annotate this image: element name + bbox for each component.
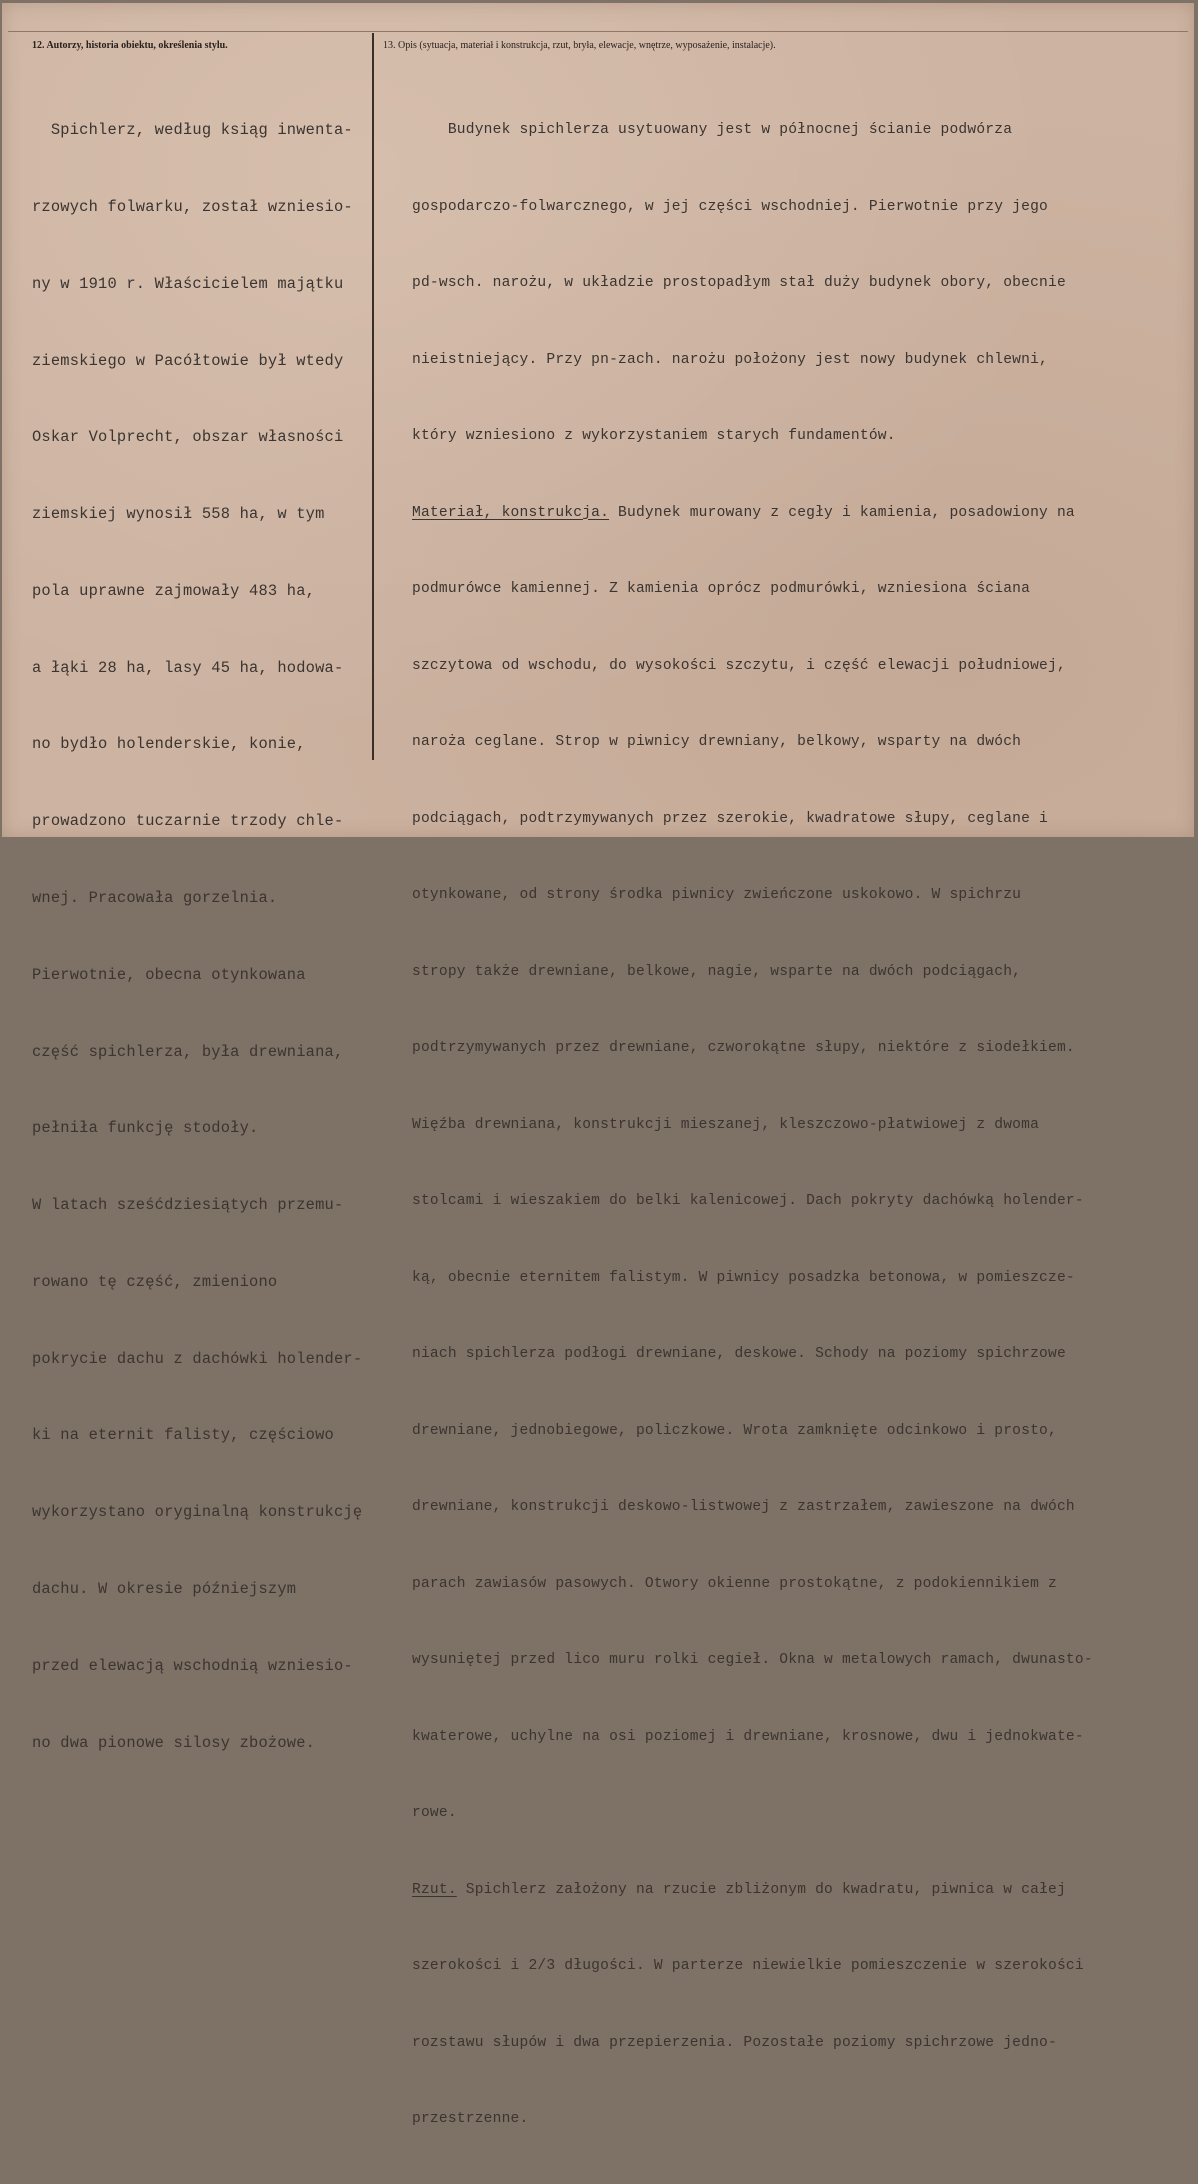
text-line: pełniła funkcję stodoły. [32,1119,259,1138]
text-line [412,1648,1093,1674]
history-text [32,67,362,1807]
subheading-plan: Rzut. [412,1881,457,1898]
line-text: podmurówce kamiennej. Z kamienia oprócz podmurówki, wzniesiona ściana [412,581,1031,597]
line-text: gospodarczo-folwarcznego, w jej części wschodniej. Pierwotnie przy jego [412,198,1048,215]
line-text: pd-wsch. narożu, w układzie prostopadłym stał duży budynek obory, obecnie [412,275,1066,291]
text-line [412,1113,1093,1139]
line-text: stolcami i wieszakiem do belki kalenicowej. Dach pokryty dachówką holender- [412,1193,1084,1209]
line-text: Spichlerz założony na rzucie zbliżonym do kwadratu, piwnica w całej [456,1881,1066,1898]
text-line: ziemskiego w Pacółtowie był wtedy [32,351,344,370]
line-text: niach spichlerza podłogi drewniane, deskowe. Schody na poziomy spichrzowe [412,1346,1066,1362]
text-line: wnej. Pracowała gorzelnia. [32,889,278,907]
text-line: pola uprawne zajmowały 483 ha, [32,581,316,600]
text-line [412,1801,1093,1827]
text-line: ki na eternit falisty, częściowo [32,1426,334,1445]
line-text: Więźba drewniana, konstrukcji mieszanej, kleszczowo-płatwiowej z dwoma [412,1116,1040,1133]
text-line: pokrycie dachu z dachówki holender- [32,1349,363,1368]
text-line [412,2031,1093,2057]
text-line [412,1572,1093,1598]
line-text: szerokości i 2/3 długości. W parterze niewielkie pomieszczenie w szerokości [412,1958,1084,1974]
line-text: rowe. [412,1805,457,1821]
text-line: no bydło holenderskie, konie, [32,735,306,754]
text-line: no dwa pionowe silosy zbożowe. [32,1733,316,1752]
text-line: wykorzystano oryginalną konstrukcję [32,1503,363,1522]
column-divider [372,33,374,760]
text-line: rzowych folwarku, został wzniesio- [32,197,353,216]
line-text: drewniane, konstrukcji deskowo-listwowej z zastrzałem, zawieszone na dwóch [412,1499,1075,1515]
text-line [412,2107,1093,2133]
text-line [412,271,1093,297]
line-text: podtrzymywanych przez drewniane, czworokątne słupy, niektóre z siodełkiem. [412,1040,1075,1056]
text-line [412,1495,1093,1521]
line-text: parach zawiasów pasowych. Otwory okienne prostokątne, z podokiennikiem z [412,1575,1057,1592]
text-line [412,654,1093,680]
text-line: a łąki 28 ha, lasy 45 ha, hodowa- [32,658,344,677]
line-text: rozstawu słupów i dwa przepierzenia. Pozostałe poziomy spichrzowe jedno- [412,2034,1057,2051]
description-text [412,67,1093,2184]
text-line [412,348,1093,374]
line-text: który wzniesiono z wykorzystaniem starych fundamentów. [412,428,896,444]
text-line [412,730,1093,756]
line-text: przestrzenne. [412,2111,529,2127]
line-text: kwaterowe, uchylne na osi poziomej i drewniane, krosnowe, dwu i jednokwate- [412,1728,1084,1745]
text-line [412,960,1093,986]
text-line [412,1266,1093,1292]
line-text: naroża ceglane. Strop w piwnicy drewniany, belkowy, wsparty na dwóch [412,734,1022,750]
line-text: Budynek spichlerza usytuowany jest w północnej ścianie podwórza [412,122,1013,138]
text-line [412,195,1093,221]
text-line: Oskar Volprecht, obszar własności [32,428,344,447]
text-line: przed elewacją wschodnią wzniesio- [32,1656,353,1675]
line-text: szczytowa od wschodu, do wysokości szczytu, i część elewacji południowej, [412,657,1066,674]
line-text: stropy także drewniane, belkowe, nagie, wsparte na dwóch podciągach, [412,963,1022,980]
text-line: rowano tę część, zmieniono [32,1272,278,1291]
text-line [412,577,1093,603]
text-line [412,1954,1093,1980]
text-line: dachu. W okresie późniejszym [32,1580,297,1599]
text-line: część spichlerza, była drewniana, [32,1042,344,1061]
document-sheet [2,3,1194,2127]
line-text: otynkowane, od strony środka piwnicy zwieńczone uskokowo. W spichrzu [412,887,1022,903]
text-line [412,1725,1093,1751]
line-text: drewniane, jednobiegowe, policzkowe. Wrota zamknięte odcinkowo i prosto, [412,1422,1057,1439]
text-line [412,118,1093,144]
line-text: ką, obecnie eternitem falistym. W piwnicy posadzka betonowa, w pomieszcze- [412,1269,1075,1286]
line-text: wysuniętej przed lico muru rolki cegieł. Okna w metalowych ramach, dwunasto- [412,1652,1093,1668]
text-line [412,883,1093,909]
text-line: Pierwotnie, obecna otynkowana [32,965,306,984]
text-line: W latach sześćdziesiątych przemu- [32,1196,344,1215]
section-12-header: 12. Autorzy, historia obiektu, określenia stylu. [32,40,228,51]
text-line [412,1189,1093,1215]
text-line: ny w 1910 r. Właścicielem majątku [32,274,344,293]
text-line [412,501,1093,527]
text-line [412,424,1093,450]
section-13-header: 13. Opis (sytuacja, materiał i konstrukcja, rzut, bryła, elewacje, wnętrze, wyposażenie, instalacje). [383,40,776,51]
line-text: podciągach, podtrzymywanych przez szerokie, kwadratowe słupy, ceglane i [412,810,1048,827]
text-line [412,807,1093,833]
line-text: nieistniejący. Przy pn-zach. narożu położony jest nowy budynek chlewni, [412,351,1048,368]
subheading-material: Materiał, konstrukcja. [412,504,610,521]
text-line [412,1878,1093,1904]
header-rule [8,31,1188,32]
text-line [412,1036,1093,1062]
text-line [412,1342,1093,1368]
text-line [412,1419,1093,1445]
line-text: Budynek murowany z cegły i kamienia, posadowiony na [609,504,1075,521]
text-line: Spichlerz, według ksiąg inwenta- [32,121,353,140]
text-line: ziemskiej wynosił 558 ha, w tym [32,505,325,524]
text-line: prowadzono tuczarnie trzody chle- [32,812,344,831]
